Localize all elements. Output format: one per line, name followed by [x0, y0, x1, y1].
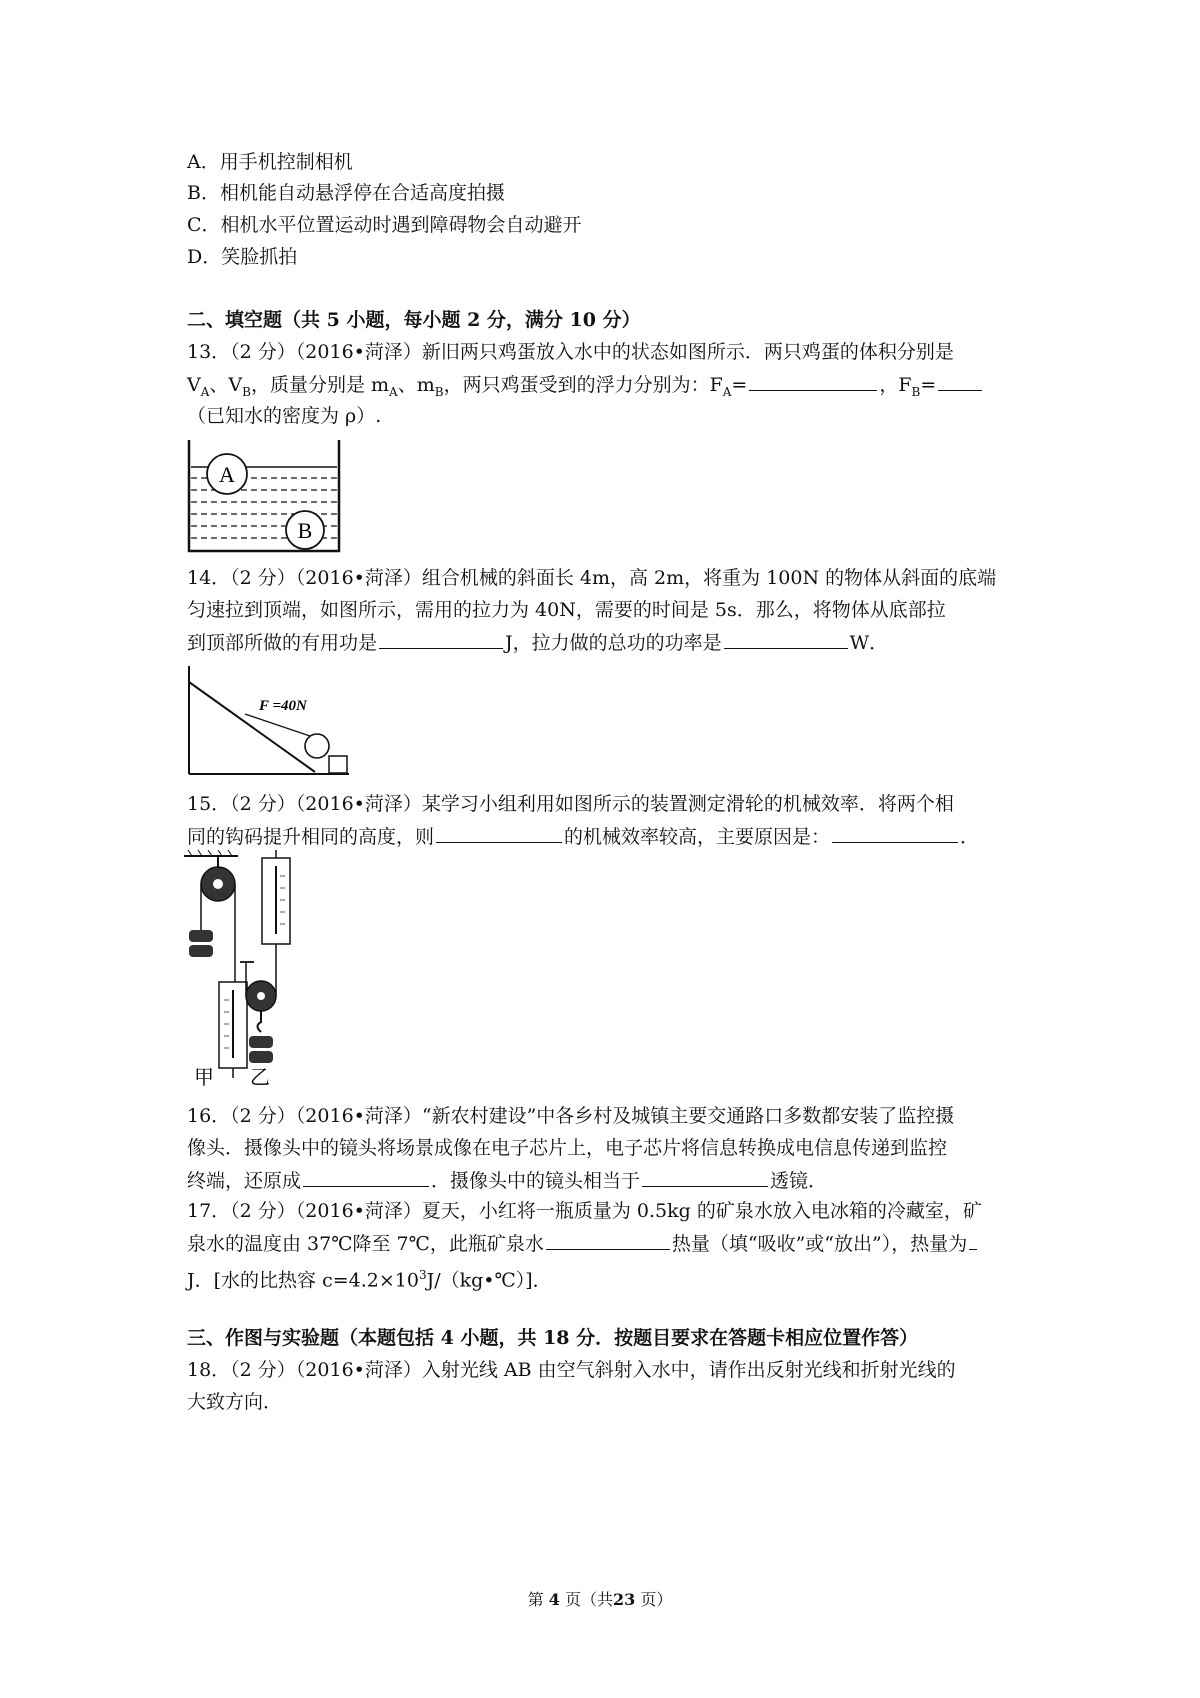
pulley-setups-figure — [182, 850, 332, 1088]
q14-line1: 14．（2 分）（2016•菏泽）组合机械的斜面长 4m，高 2m，将重为 100N 的物体从斜面的底端 — [187, 567, 997, 589]
figure-label-yi: 乙 — [250, 1065, 270, 1088]
q17-line2: 泉水的温度由 37℃降至 7℃，此瓶矿泉水 热量（填“吸收”或“放出”），热量为 — [187, 1231, 979, 1256]
q17-line1: 17．（2 分）（2016•菏泽）夏天，小红将一瓶质量为 0.5kg 的矿泉水放入电冰箱的冷藏室，矿 — [187, 1200, 982, 1222]
weight-icon — [189, 930, 213, 942]
q15-line2: 同的钩码提升相同的高度，则 的机械效率较高，主要原因是： ． — [187, 826, 980, 848]
q16-line2: 像头．摄像头中的镜头将场景成像在电子芯片上，电子芯片将信息转换成电信息传递到监控 — [187, 1137, 948, 1159]
q13-line2: $V_A$、$V_B$，质量分别是 $m_A$、$m_B$，两只鸡蛋受到的浮力分别为：$F_A=$ ，$F_B=$ — [187, 372, 984, 404]
figure-label-jia: 甲 — [194, 1065, 214, 1088]
q17-line3: J．[水的比热容 $c=4.2\times 10^3J/(kg•℃)$]． — [187, 1268, 552, 1292]
block-icon — [329, 756, 347, 773]
q18-line2: 大致方向． — [187, 1391, 283, 1413]
beaker-eggs-figure — [187, 438, 342, 553]
q14-line3: 到顶部所做的有用功是 J，拉力做的总功的功率是 W． — [187, 632, 889, 654]
weight-icon — [189, 945, 213, 957]
weight-icon — [249, 1036, 273, 1048]
q16-line3: 终端，还原成 ．摄像头中的镜头相当于 透镜． — [187, 1170, 828, 1192]
q16-line1: 16．（2 分）（2016•菏泽）“新农村建设”中各乡村及城镇主要交通路口多数都安装了监控摄 — [187, 1105, 955, 1127]
answer-blank-fb[interactable] — [938, 372, 982, 391]
answer-blank-reason[interactable] — [832, 824, 958, 843]
option-d: D．笑脸抓拍 — [187, 246, 298, 268]
answer-blank-heat-amount[interactable] — [969, 1231, 977, 1250]
section3-title: 三、作图与实验题（本题包括 4 小题，共 18 分．按题目要求在答题卡相应位置作答） — [187, 1327, 919, 1349]
q15-line1: 15．（2 分）（2016•菏泽）某学习小组利用如图所示的装置测定滑轮的机械效率．将两个相 — [187, 793, 954, 815]
egg-b-label: B — [297, 518, 313, 543]
answer-blank-useful-work[interactable] — [379, 630, 503, 649]
answer-blank-lens[interactable] — [642, 1168, 768, 1187]
section2-title: 二、填空题（共 5 小题，每小题 2 分，满分 10 分） — [187, 309, 641, 331]
weight-icon — [249, 1051, 273, 1063]
option-a: A．用手机控制相机 — [187, 151, 353, 173]
q13-line1: 13．（2 分）（2016•菏泽）新旧两只鸡蛋放入水中的状态如图所示．两只鸡蛋的体积分别是 — [187, 341, 954, 363]
egg-a-label: A — [219, 462, 235, 487]
q14-line2: 匀速拉到顶端，如图所示，需用的拉力为 40N，需要的时间是 5s．那么，将物体从底部拉 — [187, 599, 946, 621]
answer-blank-image[interactable] — [303, 1168, 429, 1187]
answer-blank-heat-direction[interactable] — [546, 1231, 670, 1250]
answer-blank-higher[interactable] — [436, 824, 562, 843]
option-b: B．相机能自动悬浮停在合适高度拍摄 — [187, 182, 505, 204]
incline-pulley-figure — [187, 664, 352, 776]
force-label: F =40N — [259, 698, 307, 714]
option-c: C．相机水平位置运动时遇到障碍物会自动避开 — [187, 214, 582, 236]
page-number: 第 4 页（共23 页） — [527, 1590, 673, 1609]
answer-blank-fa[interactable] — [749, 372, 877, 391]
q18-line1: 18．（2 分）（2016•菏泽）入射光线 AB 由空气斜射入水中，请作出反射光线和折射光线的 — [187, 1359, 956, 1381]
pulley-icon — [305, 734, 329, 758]
answer-blank-power[interactable] — [724, 630, 848, 649]
q13-line3: （已知水的密度为 ρ）. — [187, 405, 382, 427]
